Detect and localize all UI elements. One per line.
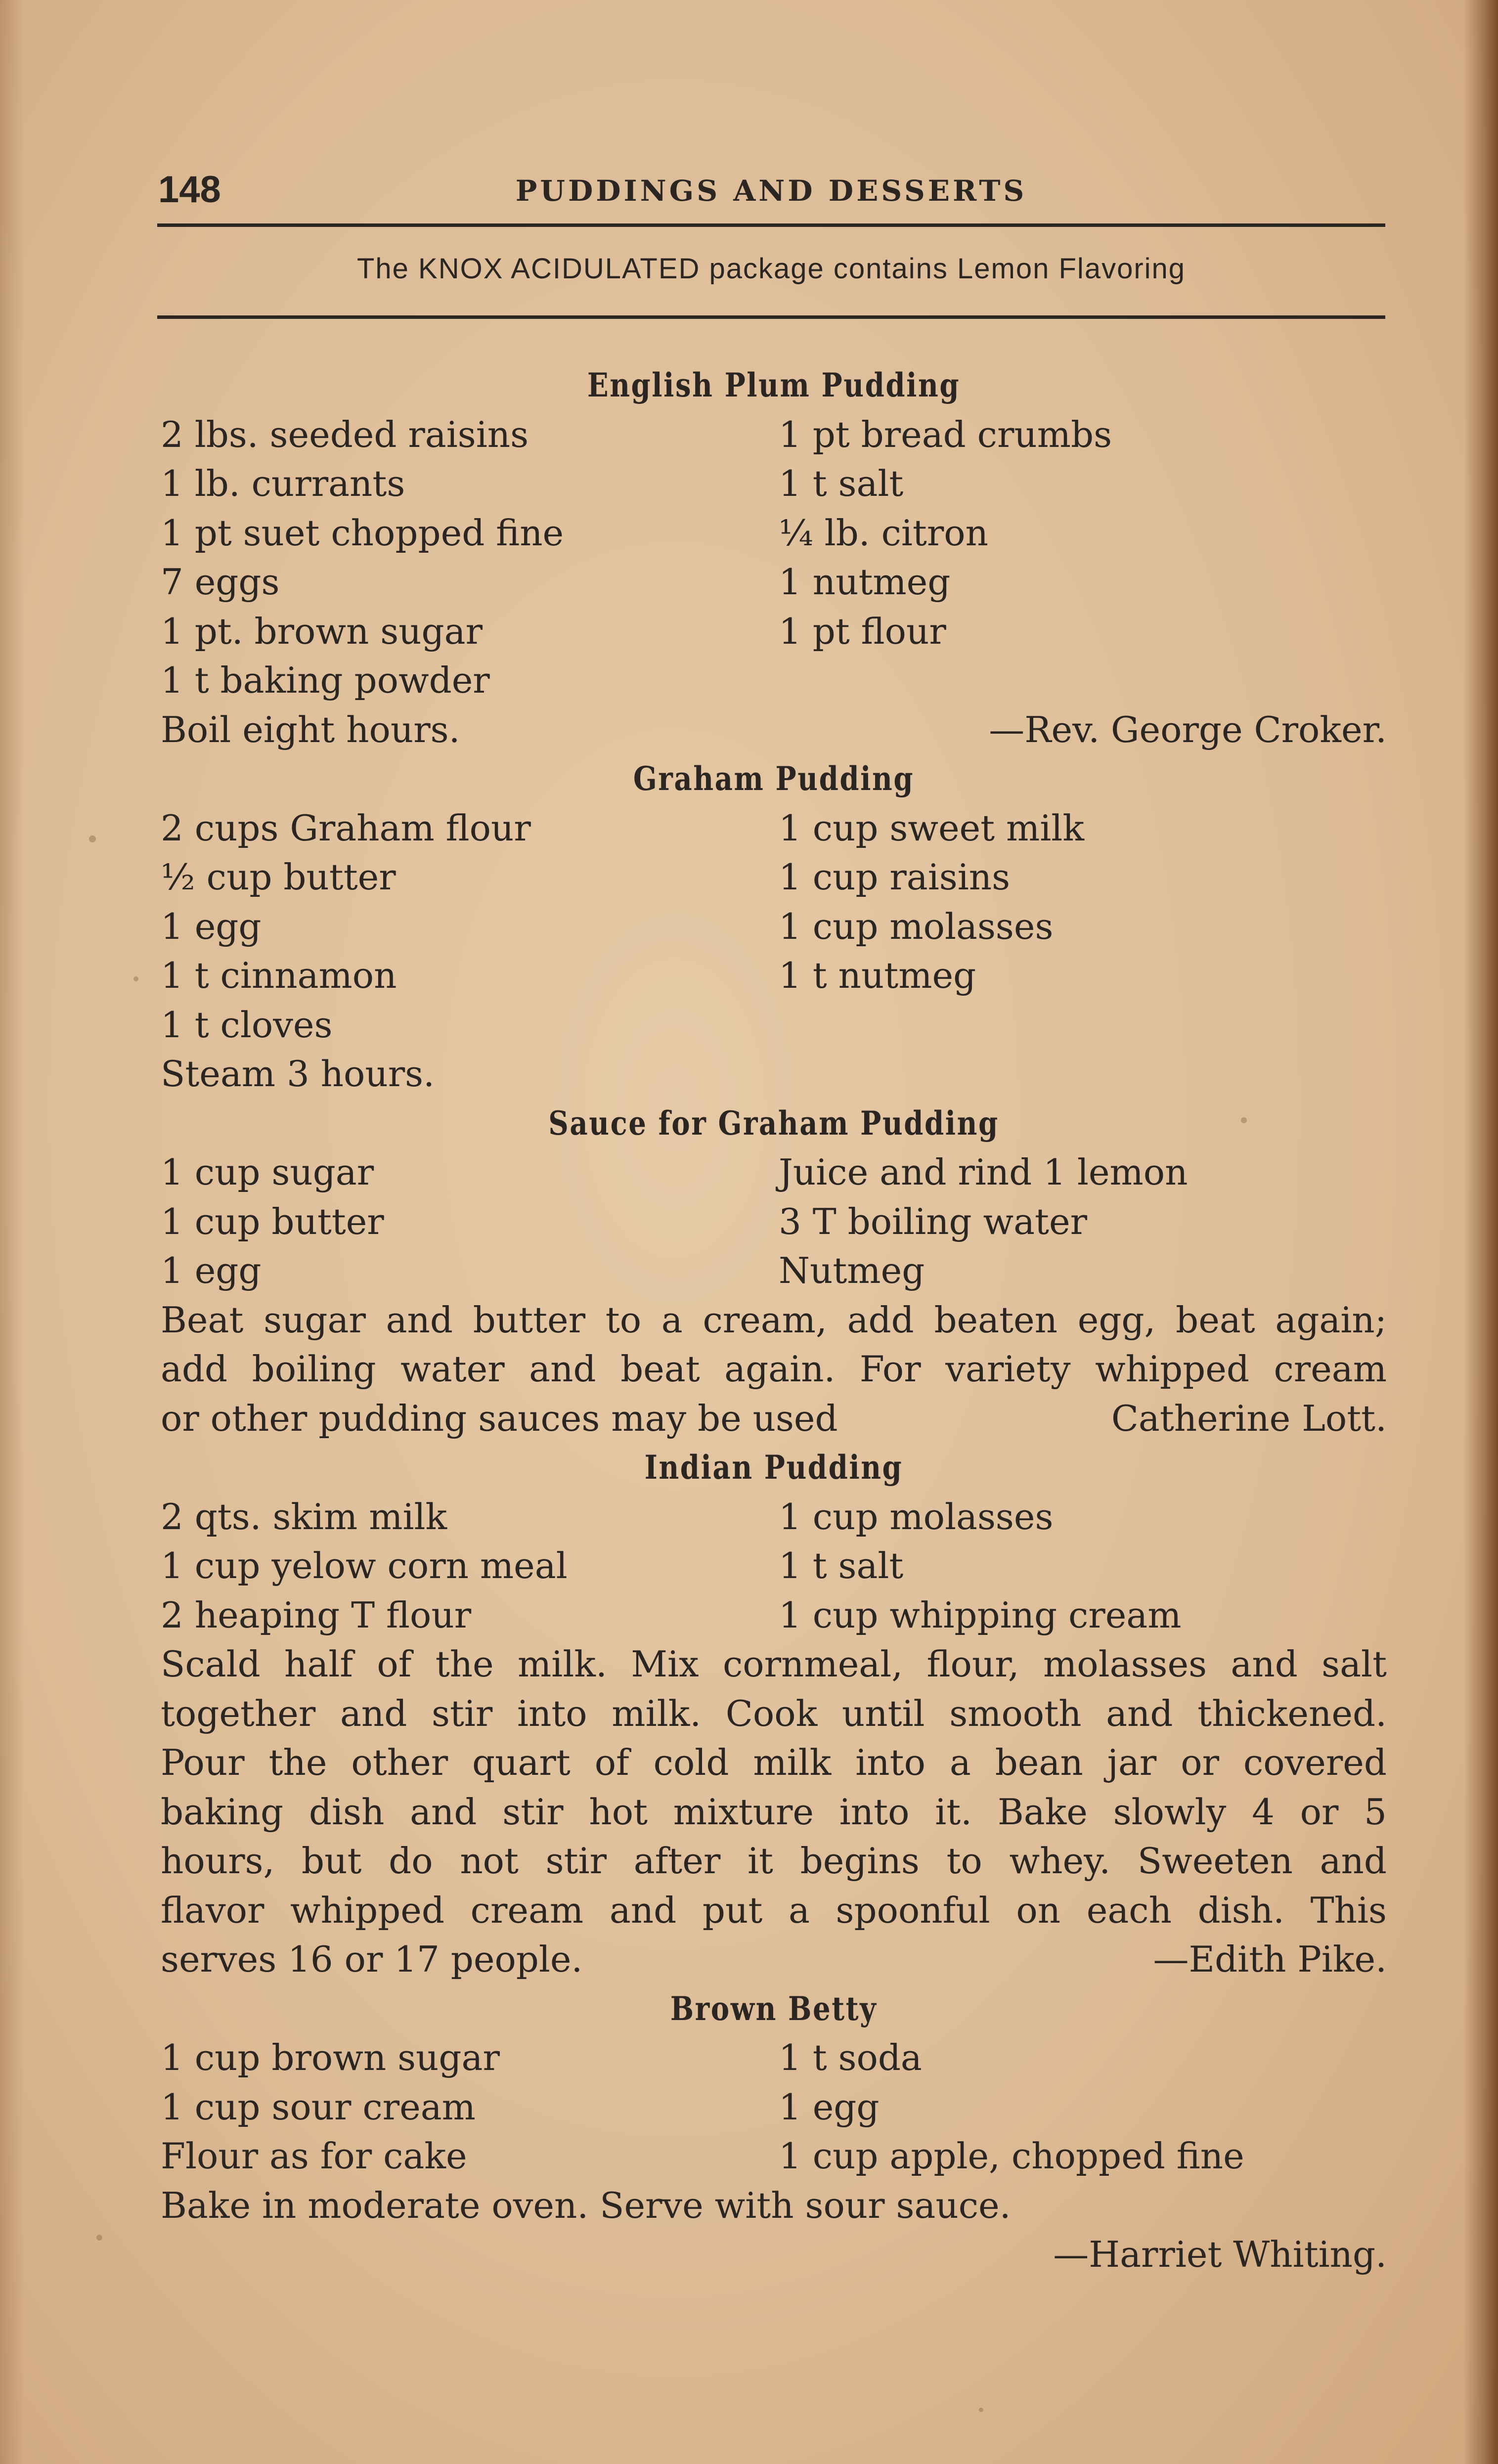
page-number: 148 bbox=[158, 169, 221, 211]
ingredient: 1 cup yelow corn meal bbox=[161, 1545, 568, 1586]
ingredient: 2 heaping T flour bbox=[161, 1594, 472, 1636]
recipe-sauce-for-graham-pudding bbox=[161, 1099, 1387, 1444]
recipe-graham-pudding bbox=[161, 754, 1387, 1099]
instruction-line: flavor whipped cream and put a spoonful on each dish. This bbox=[161, 1889, 1387, 1931]
ingredient: 1 pt flour bbox=[779, 610, 946, 652]
instruction-line: serves 16 or 17 people. bbox=[161, 1938, 583, 1980]
recipe-instruction: Bake in moderate oven. Serve with sour sauce. bbox=[161, 2184, 1011, 2226]
ingredient: 1 t salt bbox=[779, 1545, 904, 1586]
ingredients-left bbox=[161, 1148, 779, 1296]
recipe-indian-pudding bbox=[161, 1443, 1387, 1984]
ad-rule bbox=[157, 315, 1385, 319]
ingredient: 1 cup butter bbox=[161, 1200, 384, 1242]
page-shadow-left bbox=[0, 0, 25, 2464]
paper-fleck bbox=[979, 2408, 983, 2412]
ingredients-left bbox=[161, 804, 779, 1099]
ingredient: 2 lbs. seeded raisins bbox=[161, 413, 529, 455]
ingredients-right bbox=[779, 410, 1387, 705]
page-header bbox=[158, 163, 1384, 222]
recipe-signature: —Rev. George Croker. bbox=[989, 708, 1387, 750]
ingredient-columns bbox=[161, 1493, 1387, 1640]
ingredient: 1 t salt bbox=[779, 463, 904, 504]
ingredient: 1 nutmeg bbox=[779, 561, 951, 603]
advertisement-line: The KNOX ACIDULATED package contains Lemon Flavoring bbox=[356, 253, 1186, 285]
ingredient: 1 cup raisins bbox=[779, 856, 1011, 898]
instruction-line: Scald half of the milk. Mix cornmeal, flour, molasses and salt bbox=[161, 1643, 1387, 1685]
ingredient: 1 pt bread crumbs bbox=[779, 413, 1112, 455]
ingredient: Flour as for cake bbox=[161, 2135, 467, 2177]
ingredients-right bbox=[779, 804, 1387, 1099]
instruction-line: or other pudding sauces may be used bbox=[161, 1397, 838, 1439]
ingredient: 1 pt suet chopped fine bbox=[161, 512, 564, 554]
ingredient: Juice and rind 1 lemon bbox=[779, 1151, 1188, 1193]
running-head: PUDDINGS AND DESSERTS bbox=[515, 174, 1027, 208]
instruction-line: Beat sugar and butter to a cream, add beaten egg, beat again; bbox=[161, 1299, 1387, 1341]
ingredient: 1 t soda bbox=[779, 2037, 922, 2078]
recipe-instruction: Boil eight hours. bbox=[161, 708, 460, 750]
ingredient: 7 eggs bbox=[161, 561, 280, 603]
ingredient: 1 cup whipping cream bbox=[779, 1594, 1182, 1636]
recipe-title: Graham Pudding bbox=[633, 759, 915, 798]
ingredient: 1 cup sour cream bbox=[161, 2086, 476, 2128]
recipe-signature: Catherine Lott. bbox=[1111, 1397, 1387, 1439]
recipe-instruction: Steam 3 hours. bbox=[161, 1053, 435, 1095]
ingredients-right bbox=[779, 1148, 1387, 1296]
recipe-title: Sauce for Graham Pudding bbox=[548, 1103, 999, 1143]
recipe-title: Brown Betty bbox=[670, 1989, 878, 2028]
ingredient: 1 pt. brown sugar bbox=[161, 610, 483, 652]
instruction-line: baking dish and stir hot mixture into it. Bake slowly 4 or 5 bbox=[161, 1791, 1387, 1833]
ingredient-columns bbox=[161, 410, 1387, 705]
ingredient: 1 egg bbox=[779, 2086, 880, 2128]
recipe-signature: —Edith Pike. bbox=[1153, 1938, 1387, 1980]
ingredient: 1 t baking powder bbox=[161, 660, 490, 701]
instruction-line: hours, but do not stir after it begins to whey. Sweeten and bbox=[161, 1840, 1387, 1882]
header-rule bbox=[157, 223, 1385, 227]
ingredients-right bbox=[779, 1493, 1387, 1640]
recipe-title: English Plum Pudding bbox=[587, 366, 961, 404]
recipe-brown-betty bbox=[161, 1984, 1387, 2280]
ingredient: 1 cup apple, chopped fine bbox=[779, 2135, 1244, 2177]
paper-fleck bbox=[133, 976, 138, 981]
ingredients-left bbox=[161, 1493, 779, 1640]
paper-fleck bbox=[96, 2235, 102, 2241]
ingredient-columns bbox=[161, 804, 1387, 1099]
ingredient: 1 cup molasses bbox=[779, 1496, 1054, 1538]
ingredient: 2 cups Graham flour bbox=[161, 807, 531, 849]
ingredient: 1 egg bbox=[161, 905, 262, 947]
ingredient-columns bbox=[161, 1148, 1387, 1296]
recipe-footer bbox=[161, 1935, 1387, 1984]
recipe-footer bbox=[161, 1394, 1387, 1444]
recipe-title: Indian Pudding bbox=[644, 1448, 903, 1487]
instruction-line: Pour the other quart of cold milk into a bean jar or covered bbox=[161, 1742, 1387, 1783]
ingredients-left bbox=[161, 2033, 779, 2181]
ingredient: 1 t cinnamon bbox=[161, 955, 397, 996]
ingredient: 1 t nutmeg bbox=[779, 955, 976, 996]
ingredient: ½ cup butter bbox=[161, 856, 396, 898]
ingredient: 1 cup brown sugar bbox=[161, 2037, 500, 2078]
ingredients-left bbox=[161, 410, 779, 705]
ingredients-right bbox=[779, 2033, 1387, 2181]
ingredient: 1 cup sweet milk bbox=[779, 807, 1084, 849]
ingredient: 1 t cloves bbox=[161, 1004, 333, 1046]
ingredient: 1 lb. currants bbox=[161, 463, 405, 504]
recipe-signature: —Harriet Whiting. bbox=[1053, 2234, 1387, 2275]
instruction-line: add boiling water and beat again. For variety whipped cream bbox=[161, 1348, 1387, 1390]
recipe-footer bbox=[161, 705, 1387, 755]
page-binding-edge bbox=[1463, 0, 1498, 2464]
instruction-line: together and stir into milk. Cook until smooth and thickened. bbox=[161, 1692, 1387, 1734]
paper-fleck bbox=[89, 836, 96, 842]
ingredient: 2 qts. skim milk bbox=[161, 1496, 447, 1538]
ingredient: Nutmeg bbox=[779, 1250, 925, 1291]
ingredient-columns bbox=[161, 2033, 1387, 2181]
ingredient: 1 egg bbox=[161, 1250, 262, 1291]
ingredient: 1 cup molasses bbox=[779, 905, 1054, 947]
ingredient: 1 cup sugar bbox=[161, 1151, 374, 1193]
recipe-content bbox=[161, 361, 1387, 2280]
recipe-english-plum-pudding bbox=[161, 361, 1387, 754]
ingredient: ¼ lb. citron bbox=[779, 512, 988, 554]
ingredient: 3 T boiling water bbox=[779, 1200, 1087, 1242]
